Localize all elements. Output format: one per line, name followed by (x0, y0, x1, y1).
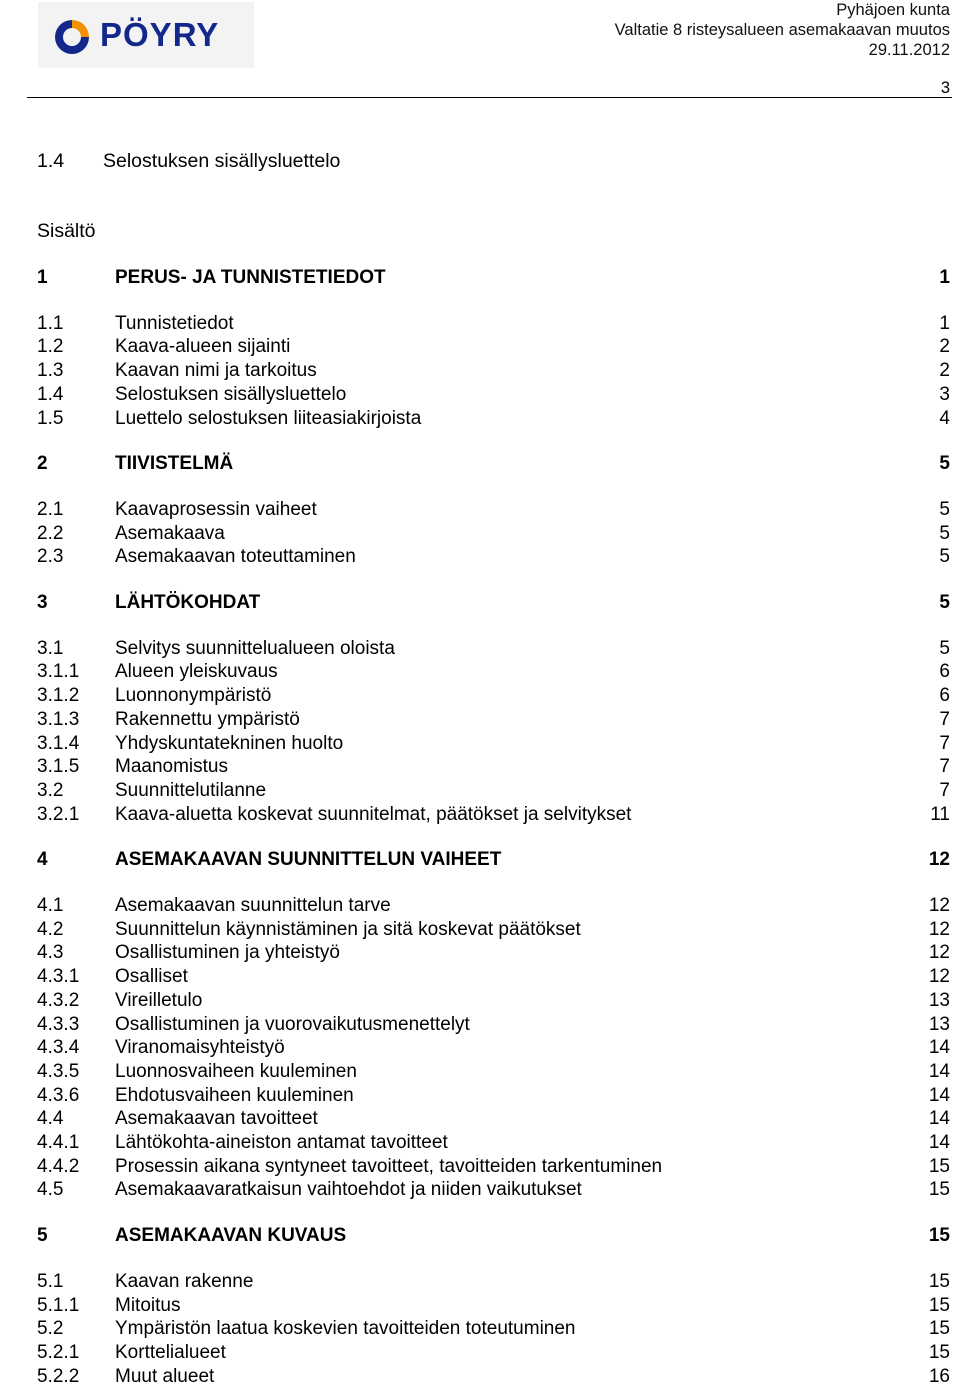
toc-page: 5 (939, 453, 950, 475)
toc-row[interactable] (37, 660, 950, 684)
toc-title: Selvitys suunnittelualueen oloista (115, 637, 395, 659)
toc-row[interactable] (37, 359, 950, 383)
toc-page: 15 (928, 1225, 950, 1247)
toc-title: Luonnosvaiheen kuuleminen (115, 1060, 357, 1082)
toc-number: 5.2.2 (37, 1365, 80, 1387)
toc-number: 1.3 (37, 360, 64, 382)
toc-number: 3.1.5 (37, 756, 80, 778)
toc-page: 1 (939, 267, 950, 288)
toc-page: 15 (928, 1341, 950, 1363)
toc-number: 4.4 (37, 1108, 64, 1130)
toc-page: 6 (939, 661, 950, 683)
toc-title: Rakennettu ympäristö (115, 708, 300, 730)
toc-title: Osallistuminen ja vuorovaikutusmenettelyt (115, 1013, 470, 1035)
toc-page: 7 (939, 779, 950, 801)
toc-row[interactable] (37, 312, 950, 336)
toc-row[interactable] (37, 989, 950, 1013)
toc-title: Osalliset (115, 966, 188, 988)
toc-row[interactable] (37, 803, 950, 827)
toc-row[interactable] (37, 1084, 950, 1108)
toc-row[interactable] (37, 637, 950, 661)
toc-row[interactable] (37, 1294, 950, 1318)
toc-number: 2.2 (37, 522, 64, 544)
toc-title: Luonnonympäristö (115, 685, 272, 707)
toc-page: 5 (939, 546, 950, 568)
toc-page: 12 (928, 966, 950, 988)
toc-title: Luettelo selostuksen liiteasiakirjoista (115, 407, 422, 429)
toc-page: 12 (928, 942, 950, 964)
header-date: 29.11.2012 (868, 41, 950, 59)
toc-number: 1.5 (37, 407, 64, 429)
toc-title: Maanomistus (115, 756, 228, 778)
toc-number: 1.2 (37, 336, 64, 358)
toc-title: Asemakaavan toteuttaminen (115, 546, 356, 568)
toc-number: 4.3.2 (37, 989, 80, 1011)
toc-chapter-row[interactable] (37, 848, 950, 872)
toc-row[interactable] (37, 1270, 950, 1294)
toc-chapter-row[interactable] (37, 266, 950, 290)
toc-row[interactable] (37, 1155, 950, 1179)
toc-number: 5.1 (37, 1270, 64, 1292)
toc-number: 3 (37, 592, 48, 613)
toc-number: 3.1.3 (37, 708, 80, 730)
section-number: 1.4 (37, 150, 65, 172)
toc-number: 4.4.1 (37, 1132, 80, 1153)
contents-heading: Sisältö (37, 220, 96, 242)
toc-page: 15 (928, 1318, 950, 1340)
toc-title: Muut alueet (115, 1365, 215, 1387)
toc-page: 15 (928, 1155, 950, 1177)
toc-page: 11 (930, 803, 950, 825)
toc-row[interactable] (37, 1178, 950, 1202)
toc-page: 14 (928, 1108, 950, 1130)
toc-number: 4.3 (37, 942, 64, 964)
toc-row[interactable] (37, 383, 950, 407)
toc-row[interactable] (37, 1060, 950, 1084)
toc-page: 3 (939, 383, 950, 405)
toc-number: 4.1 (37, 895, 64, 916)
toc-number: 5 (37, 1225, 48, 1247)
toc-title: Alueen yleiskuvaus (115, 661, 278, 683)
toc-page: 14 (928, 1037, 950, 1059)
toc-title: Viranomaisyhteistyö (115, 1037, 285, 1059)
toc-page: 15 (928, 1294, 950, 1316)
toc-number: 3.2 (37, 779, 64, 801)
toc-number: 4.3.3 (37, 1013, 80, 1035)
toc-page: 15 (928, 1179, 950, 1201)
toc-row[interactable] (37, 1341, 950, 1365)
toc-title: Lähtökohta-aineiston antamat tavoitteet (115, 1132, 448, 1153)
toc-title: Ympäristön laatua koskevien tavoitteiden toteutuminen (115, 1318, 576, 1340)
toc-row[interactable] (37, 894, 950, 918)
toc-page: 4 (939, 407, 950, 429)
toc-page: 6 (939, 685, 950, 707)
toc-title: Tunnistetiedot (115, 312, 234, 334)
toc-number: 1.4 (37, 383, 64, 405)
toc-title: Suunnittelutilanne (115, 779, 267, 801)
toc-page: 16 (928, 1365, 950, 1387)
toc-number: 4.3.1 (37, 966, 80, 988)
toc-row[interactable] (37, 335, 950, 359)
toc-row[interactable] (37, 545, 950, 569)
toc-title: Asemakaavan tavoitteet (115, 1108, 318, 1130)
toc-chapter-row[interactable] (37, 1224, 950, 1248)
toc-page: 5 (939, 498, 950, 520)
toc-chapter-row[interactable] (37, 591, 950, 615)
toc-number: 4.5 (37, 1179, 64, 1201)
toc-number: 1.1 (37, 312, 64, 334)
toc-row[interactable] (37, 918, 950, 942)
toc-number: 4.3.5 (37, 1060, 80, 1082)
toc-number: 2.3 (37, 546, 64, 568)
toc-row[interactable] (37, 1131, 950, 1155)
toc-number: 3.1 (37, 637, 64, 659)
toc-number: 2 (37, 453, 48, 475)
toc-title: Kaavaprosessin vaiheet (115, 498, 317, 520)
toc-row[interactable] (37, 1107, 950, 1131)
toc-row[interactable] (37, 708, 950, 732)
toc-page: 2 (939, 360, 950, 382)
toc-title: Kaava-aluetta koskevat suunnitelmat, päätökset ja selvitykset (115, 803, 632, 825)
toc-title: LÄHTÖKOHDAT (115, 592, 261, 613)
toc-row[interactable] (37, 965, 950, 989)
toc-page: 12 (928, 895, 950, 916)
toc-page: 14 (928, 1060, 950, 1082)
toc-row[interactable] (37, 1317, 950, 1341)
toc-number: 3.2.1 (37, 803, 80, 825)
toc-page: 14 (928, 1084, 950, 1106)
toc-row[interactable] (37, 779, 950, 803)
toc-title: Asemakaavan suunnittelun tarve (115, 895, 391, 916)
toc-page: 5 (939, 522, 950, 544)
toc-page: 13 (928, 989, 950, 1011)
toc-number: 5.2.1 (37, 1341, 80, 1363)
toc-page: 7 (939, 708, 950, 730)
toc-title: Kaavan rakenne (115, 1270, 254, 1292)
toc-number: 1 (37, 267, 48, 288)
toc-number: 4.3.6 (37, 1084, 80, 1106)
toc-title: Mitoitus (115, 1294, 181, 1316)
toc-page: 13 (928, 1013, 950, 1035)
toc-number: 3.1.4 (37, 732, 80, 754)
toc-page: 12 (928, 849, 950, 871)
toc-row[interactable] (37, 498, 950, 522)
toc-title: Asemakaava (115, 522, 225, 544)
toc-page: 12 (928, 918, 950, 940)
toc-row[interactable] (37, 732, 950, 756)
toc-page: 14 (928, 1132, 950, 1153)
toc-page: 1 (939, 312, 950, 334)
toc-row[interactable] (37, 1013, 950, 1037)
toc-row[interactable] (37, 407, 950, 431)
toc-page: 5 (939, 592, 950, 613)
toc-title: ASEMAKAAVAN SUUNNITTELUN VAIHEET (115, 849, 502, 871)
toc-row[interactable] (37, 684, 950, 708)
section-title: Selostuksen sisällysluettelo (103, 150, 341, 172)
toc-title: Yhdyskuntatekninen huolto (115, 732, 344, 754)
toc-title: Prosessin aikana syntyneet tavoitteet, tavoitteiden tarkentuminen (115, 1155, 663, 1177)
toc-number: 4.3.4 (37, 1037, 80, 1059)
toc-title: Selostuksen sisällysluettelo (115, 383, 347, 405)
toc-number: 4 (37, 849, 48, 871)
toc-row[interactable] (37, 522, 950, 546)
header-project: Valtatie 8 risteysalueen asemakaavan muutos (614, 21, 950, 39)
toc-number: 5.1.1 (37, 1294, 80, 1316)
toc-chapter-row[interactable] (37, 452, 950, 476)
header-municipality: Pyhäjoen kunta (836, 1, 950, 19)
toc-title: Asemakaavaratkaisun vaihtoehdot ja niiden vaikutukset (115, 1179, 582, 1201)
toc-title: Korttelialueet (115, 1341, 226, 1363)
toc-title: Suunnittelun käynnistäminen ja sitä koskevat päätökset (115, 918, 581, 940)
toc-number: 3.1.2 (37, 685, 80, 707)
toc-page: 2 (939, 336, 950, 358)
page-number: 3 (940, 79, 950, 97)
toc-number: 4.2 (37, 918, 64, 940)
toc-row[interactable] (37, 755, 950, 779)
toc-page: 5 (939, 637, 950, 659)
toc-number: 4.4.2 (37, 1155, 80, 1177)
toc-page: 7 (939, 756, 950, 778)
toc-title: Vireilletulo (115, 989, 203, 1011)
logo-wordmark: PÖYRY (100, 16, 220, 53)
toc-row[interactable] (37, 1036, 950, 1060)
toc-number: 2.1 (37, 498, 64, 520)
toc-number: 3.1.1 (37, 661, 80, 683)
toc-title: Osallistuminen ja yhteistyö (115, 942, 340, 964)
toc-row[interactable] (37, 941, 950, 965)
toc-number: 5.2 (37, 1318, 64, 1340)
toc-title: TIIVISTELMÄ (115, 453, 234, 475)
toc-title: Kaava-alueen sijainti (115, 336, 291, 358)
toc-title: Kaavan nimi ja tarkoitus (115, 360, 317, 382)
toc-title: ASEMAKAAVAN KUVAUS (115, 1225, 347, 1247)
toc-page: 15 (928, 1270, 950, 1292)
toc-page: 7 (939, 732, 950, 754)
toc-title: Ehdotusvaiheen kuuleminen (115, 1084, 354, 1106)
toc-title: PERUS- JA TUNNISTETIEDOT (115, 267, 386, 288)
